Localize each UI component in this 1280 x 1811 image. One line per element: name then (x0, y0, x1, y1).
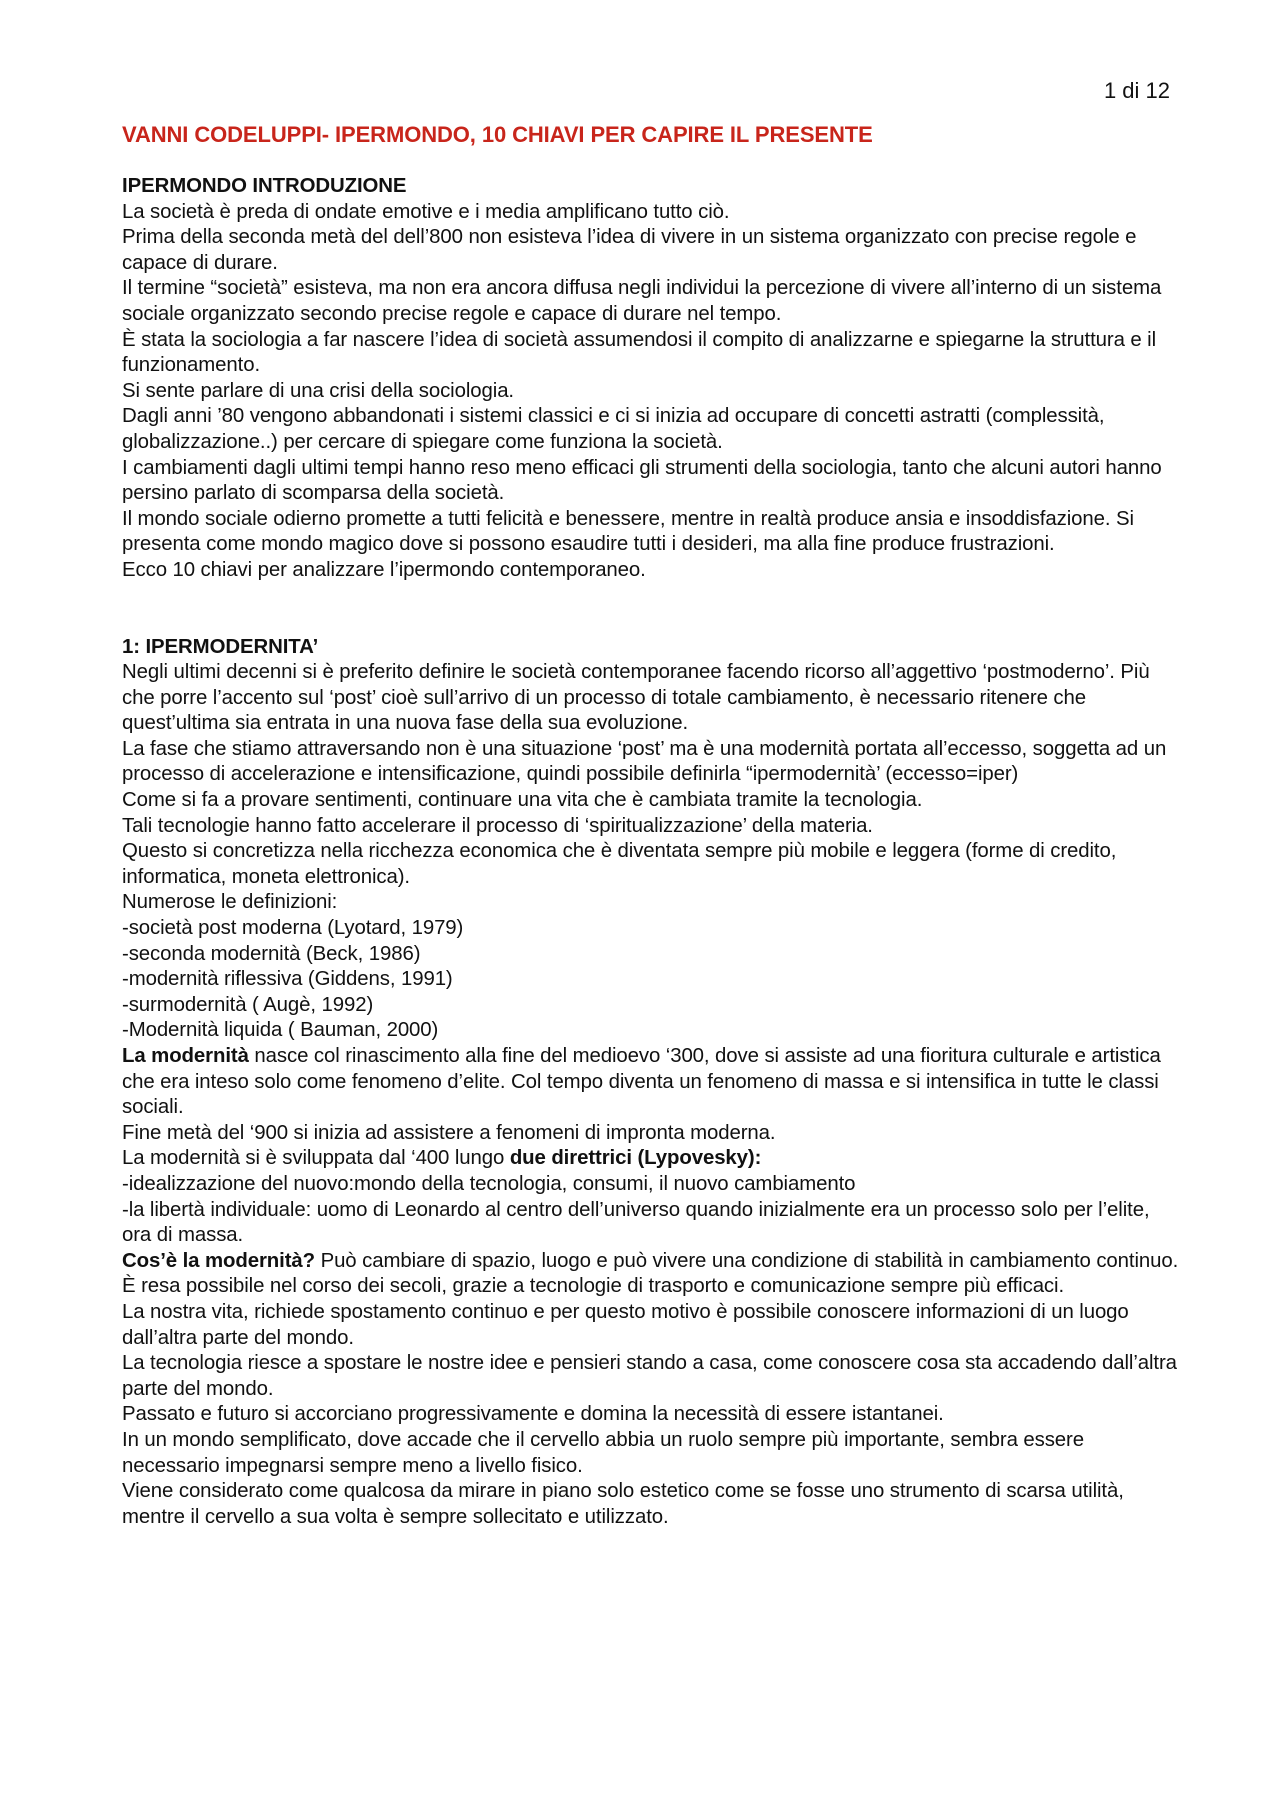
directrice-item: -idealizzazione del nuovo:mondo della tecnologia, consumi, il nuovo cambiamento (122, 1172, 856, 1195)
intro-paragraph: Il termine “società” esisteva, ma non era ancora diffusa negli individui la percezione di vivere all’interno di un sistema sociale organizzato secondo precise regole e capace di durare nel tempo. (122, 277, 1162, 325)
page-number: 1 di 12 (1103, 78, 1170, 103)
section1-paragraph: La nostra vita, richiede spostamento continuo e per questo motivo è possibile conoscere informazioni di un luogo dall’altra parte del mondo. (122, 1300, 1129, 1349)
section1-heading: 1: IPERMODERNITA’ (122, 635, 319, 658)
modernity-text: nasce col rinascimento alla fine del medioevo ‘300, dove si assiste ad una fioritura culturale e artistica che era inteso solo come fenomeno d’elite. Col tempo diventa un fenomeno di massa e si intensifica in tutte le classi sociali. (122, 1045, 1161, 1119)
question-text: Può cambiare di spazio, luogo e può vivere una condizione di stabilità in cambiamento continuo. (315, 1249, 1179, 1272)
section-spacer (122, 584, 1182, 635)
directrici-text: La modernità si è sviluppata dal ‘400 lungo (122, 1147, 510, 1170)
intro-paragraph: Si sente parlare di una crisi della sociologia. (122, 379, 515, 402)
section1-paragraph: Fine metà del ‘900 si inizia ad assistere a fenomeni di impronta moderna. (122, 1121, 776, 1144)
section1-paragraph: Passato e futuro si accorciano progressivamente e domina la necessità di essere istantanei. (122, 1403, 944, 1426)
question-paragraph (122, 1249, 1182, 1275)
definition-item: -surmodernità ( Augè, 1992) (122, 993, 374, 1016)
modernity-term: La modernità (122, 1045, 249, 1067)
definition-item: -società post moderna (Lyotard, 1979) (122, 917, 464, 940)
modernity-paragraph (122, 1044, 1182, 1121)
section1-paragraph: La fase che stiamo attraversando non è una situazione ‘post’ ma è una modernità portata all’eccesso, soggetta ad un processo di accelerazione e intensificazione, quindi possibile definirla “ipermodernità’ (eccesso=iper) (122, 737, 1167, 786)
directrici-paragraph (122, 1146, 1182, 1172)
document-title: VANNI CODELUPPI- IPERMONDO, 10 CHIAVI PER CAPIRE IL PRESENTE (122, 122, 873, 147)
section1-paragraph: Questo si concretizza nella ricchezza economica che è diventata sempre più mobile e leggera (forme di credito, informatica, moneta elettronica). (122, 840, 1117, 888)
section1-paragraph: Come si fa a provare sentimenti, continuare una vita che è cambiata tramite la tecnologia. (122, 789, 923, 812)
directrici-term: due direttrici (Lypovesky) (509, 1147, 755, 1170)
directrice-item: -la libertà individuale: uomo di Leonardo al centro dell’universo quando inizialmente era un processo solo per l’elite, ora di massa. (122, 1198, 1150, 1247)
intro-paragraph: Il mondo sociale odierno promette a tutti felicità e benessere, mentre in realtà produce ansia e insoddisfazione. Si presenta come mondo magico dove si possono esaudire tutti i desideri, ma alla fine produce frustrazioni. (122, 507, 1134, 556)
question-term: Cos’è la modernità? (122, 1249, 315, 1272)
intro-paragraph: È stata la sociologia a far nascere l’idea di società assumendosi il compito di analizzarne e spiegarne la struttura e il funzionamento. (122, 328, 1157, 377)
intro-paragraph: Dagli anni ’80 vengono abbandonati i sistemi classici e ci si inizia ad occupare di concetti astratti (complessità, globalizzazione..) per cercare di spiegare come funziona la società. (122, 405, 1105, 453)
intro-paragraph: La società è preda di ondate emotive e i media amplificano tutto ciò. (122, 200, 730, 223)
definition-item: -modernità riflessiva (Giddens, 1991) (122, 968, 453, 991)
section1-paragraph: La tecnologia riesce a spostare le nostre idee e pensieri stando a casa, come conoscere cosa sta accadendo dall’altra parte del mondo. (122, 1352, 1177, 1400)
intro-heading: IPERMONDO INTRODUZIONE (122, 175, 407, 197)
definitions-intro: Numerose le definizioni: (122, 891, 338, 914)
section1-paragraph: Viene considerato come qualcosa da mirare in piano solo estetico come se fosse uno strumento di scarsa utilità, mentre il cervello a sua volta è sempre sollecitato e utilizzato. (122, 1480, 1124, 1528)
section1-paragraph: Negli ultimi decenni si è preferito definire le società contemporanee facendo ricorso all’aggettivo ‘postmoderno’. Più che porre l’accento sul ‘post’ cioè sull’arrivo di un processo di totale cambiamento, è necessario ritenere che quest’ultima sia entrata in una nuova fase della sua evoluzione. (122, 661, 1150, 735)
section1-paragraph: È resa possibile nel corso dei secoli, grazie a tecnologie di trasporto e comunicazione sempre più efficaci. (122, 1275, 1065, 1298)
intro-paragraph: Prima della seconda metà del dell’800 non esisteva l’idea di vivere in un sistema organizzato con precise regole e capace di durare. (122, 226, 1137, 274)
definition-item: -Modernità liquida ( Bauman, 2000) (122, 1019, 439, 1042)
section1-paragraph: In un mondo semplificato, dove accade che il cervello abbia un ruolo sempre più importante, sembra essere necessario impegnarsi sempre meno a livello fisico. (122, 1428, 1084, 1477)
intro-paragraph: Ecco 10 chiavi per analizzare l’ipermondo contemporaneo. (122, 558, 646, 581)
definition-item: -seconda modernità (Beck, 1986) (122, 942, 421, 965)
directrici-colon: : (754, 1147, 762, 1170)
intro-paragraph: I cambiamenti dagli ultimi tempi hanno reso meno efficaci gli strumenti della sociologia, tanto che alcuni autori hanno persino parlato di scomparsa della società. (122, 456, 1162, 505)
section1-paragraph: Tali tecnologie hanno fatto accelerare il processo di ‘spiritualizzazione’ della materia. (122, 814, 873, 837)
document-body (122, 122, 1182, 1530)
